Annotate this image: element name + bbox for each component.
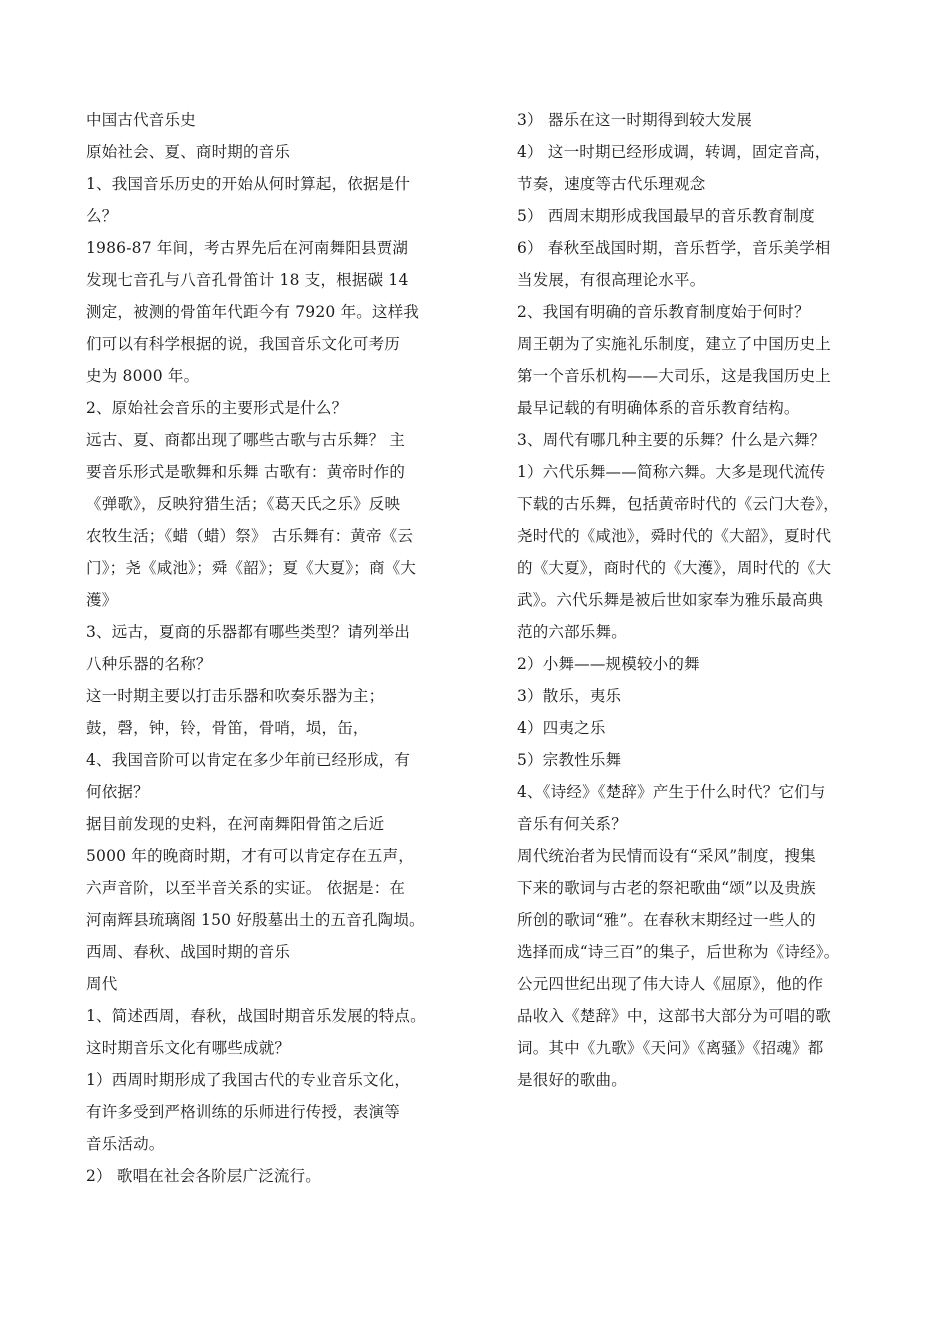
right-column-text-line: 公元四世纪出现了伟大诗人《屈原》，他的作 [517,975,824,993]
left-column-text-line: 濩》 [86,591,118,609]
left-column-text-line: 发现七音孔与八音孔骨笛计 18 支，根据碳 14 [86,271,409,289]
right-column-text-line: 下来的歌词与古老的祭祀歌曲“颂”以及贵族 [517,879,816,897]
left-column-text-line: 原始社会、夏、商时期的音乐 [86,143,291,161]
right-column-text-line: 第一个音乐机构——大司乐，这是我国历史上 [517,367,832,385]
left-column-text-line: 河南辉县琉璃阁 150 好殷墓出土的五音孔陶埙。 [86,911,425,929]
left-column-text-line: 1986-87 年间，考古界先后在河南舞阳县贾湖 [86,239,409,257]
left-column-text-line: 鼓，磬，钟，铃，骨笛，骨哨，埙，缶， [86,719,369,737]
left-column-text-line: 1）西周时期形成了我国古代的专业音乐文化， [86,1071,411,1089]
right-column-text-line: 1）六代乐舞——简称六舞。大多是现代流传 [517,463,826,481]
left-column-text-line: 有许多受到严格训练的乐师进行传授，表演等 [86,1103,401,1121]
left-column-text-line: 据目前发现的史料，在河南舞阳骨笛之后近 [86,815,385,833]
left-column-text-line: 们可以有科学根据的说，我国音乐文化可考历 [86,335,401,353]
left-column-text-line: 《弹歌》，反映狩猎生活；《葛天氏之乐》反映 [86,495,401,513]
left-column-text-line: 何依据？ [86,783,149,801]
left-column-text-line: 音乐活动。 [86,1135,165,1153]
left-column-text-line: 1、我国音乐历史的开始从何时算起，依据是什 [86,175,411,193]
right-column-text-line: 4、《诗经》《楚辞》产生于什么时代？它们与 [517,783,826,801]
right-column-text-line: 音乐有何关系？ [517,815,627,833]
left-column-text-line: 西周、春秋、战国时期的音乐 [86,943,291,961]
right-column-text-line: 当发展，有很高理论水平。 [517,271,706,289]
right-column-text-line: 4） 这一时期已经形成调，转调，固定音高， [517,143,831,161]
left-column-text-line: 周代 [86,975,118,993]
right-column-text-line: 5）宗教性乐舞 [517,751,622,769]
right-column-text-line: 选择而成“诗三百”的集子，后世称为《诗经》。 [517,943,840,961]
right-column-text-line: 3、周代有哪几种主要的乐舞？什么是六舞？ [517,431,826,449]
right-column-text-line: 节奏，速度等古代乐理观念 [517,175,706,193]
left-column-text-line: 门》；尧《咸池》；舜《韶》；夏《大夏》；商《大 [86,559,417,577]
right-column-text-line: 品收入《楚辞》中，这部书大部分为可唱的歌 [517,1007,832,1025]
left-column-text-line: 这一时期主要以打击乐器和吹奏乐器为主； [86,687,385,705]
right-column-text-line: 的《大夏》，商时代的《大濩》，周时代的《大 [517,559,832,577]
right-column-text-line: 武》。六代乐舞是被后世如家奉为雅乐最高典 [517,591,824,609]
right-column-text-line: 周王朝为了实施礼乐制度，建立了中国历史上 [517,335,832,353]
left-column-text-line: 测定，被测的骨笛年代距今有 7920 年。这样我 [86,303,420,321]
right-column-text-line: 范的六部乐舞。 [517,623,627,641]
right-column-text-line: 所创的歌词“雅”。在春秋末期经过一些人的 [517,911,816,929]
left-column-text-line: 这时期音乐文化有哪些成就？ [86,1039,291,1057]
left-column-text-line: 1、简述西周，春秋，战国时期音乐发展的特点。 [86,1007,426,1025]
right-column-text-line: 3） 器乐在这一时期得到较大发展 [517,111,752,129]
right-column-text-line: 2、我国有明确的音乐教育制度始于何时？ [517,303,810,321]
right-column-text-line: 6） 春秋至战国时期，音乐哲学，音乐美学相 [517,239,831,257]
right-column-text-line: 4）四夷之乐 [517,719,606,737]
right-column-text-line: 周代统治者为民情而设有“采风”制度，搜集 [517,847,816,865]
right-column-text-line: 2）小舞——规模较小的舞 [517,655,700,673]
left-column-text-line: 么？ [86,207,118,225]
left-column-text-line: 远古、夏、商都出现了哪些古歌与古乐舞？ 主 [86,431,406,449]
right-column-text-line: 下载的古乐舞，包括黄帝时代的《云门大卷》， [517,495,839,513]
left-column-text-line: 史为 8000 年。 [86,367,200,385]
left-column-text-line: 4、我国音阶可以肯定在多少年前已经形成，有 [86,751,411,769]
left-column-text-line: 3、远古，夏商的乐器都有哪些类型？请列举出 [86,623,411,641]
right-column-text-line: 最早记载的有明确体系的音乐教育结构。 [517,399,800,417]
left-column-text-line: 5000 年的晚商时期，才有可以肯定存在五声， [86,847,414,865]
left-column-text-line: 2） 歌唱在社会各阶层广泛流行。 [86,1167,321,1185]
left-column-text-line: 要音乐形式是歌舞和乐舞 古歌有：黄帝时作的 [86,463,406,481]
left-column-text-line: 中国古代音乐史 [86,111,196,129]
right-column-text-line: 是很好的歌曲。 [517,1071,627,1089]
left-column-text-line: 六声音阶，以至半音关系的实证。 依据是：在 [86,879,406,897]
left-column-text-line: 2、原始社会音乐的主要形式是什么？ [86,399,348,417]
left-column-text-line: 农牧生活；《蜡（蜡）祭》 古乐舞有：黄帝《云 [86,527,414,545]
left-text-column [86,104,436,1192]
right-column-text-line: 3）散乐，夷乐 [517,687,622,705]
right-column-text-line: 尧时代的《咸池》，舜时代的《大韶》，夏时代 [517,527,832,545]
left-column-text-line: 八种乐器的名称？ [86,655,212,673]
right-text-column [517,104,857,1096]
right-column-text-line: 5） 西周末期形成我国最早的音乐教育制度 [517,207,815,225]
right-column-text-line: 词。其中《九歌》《天问》《离骚》《招魂》都 [517,1039,824,1057]
